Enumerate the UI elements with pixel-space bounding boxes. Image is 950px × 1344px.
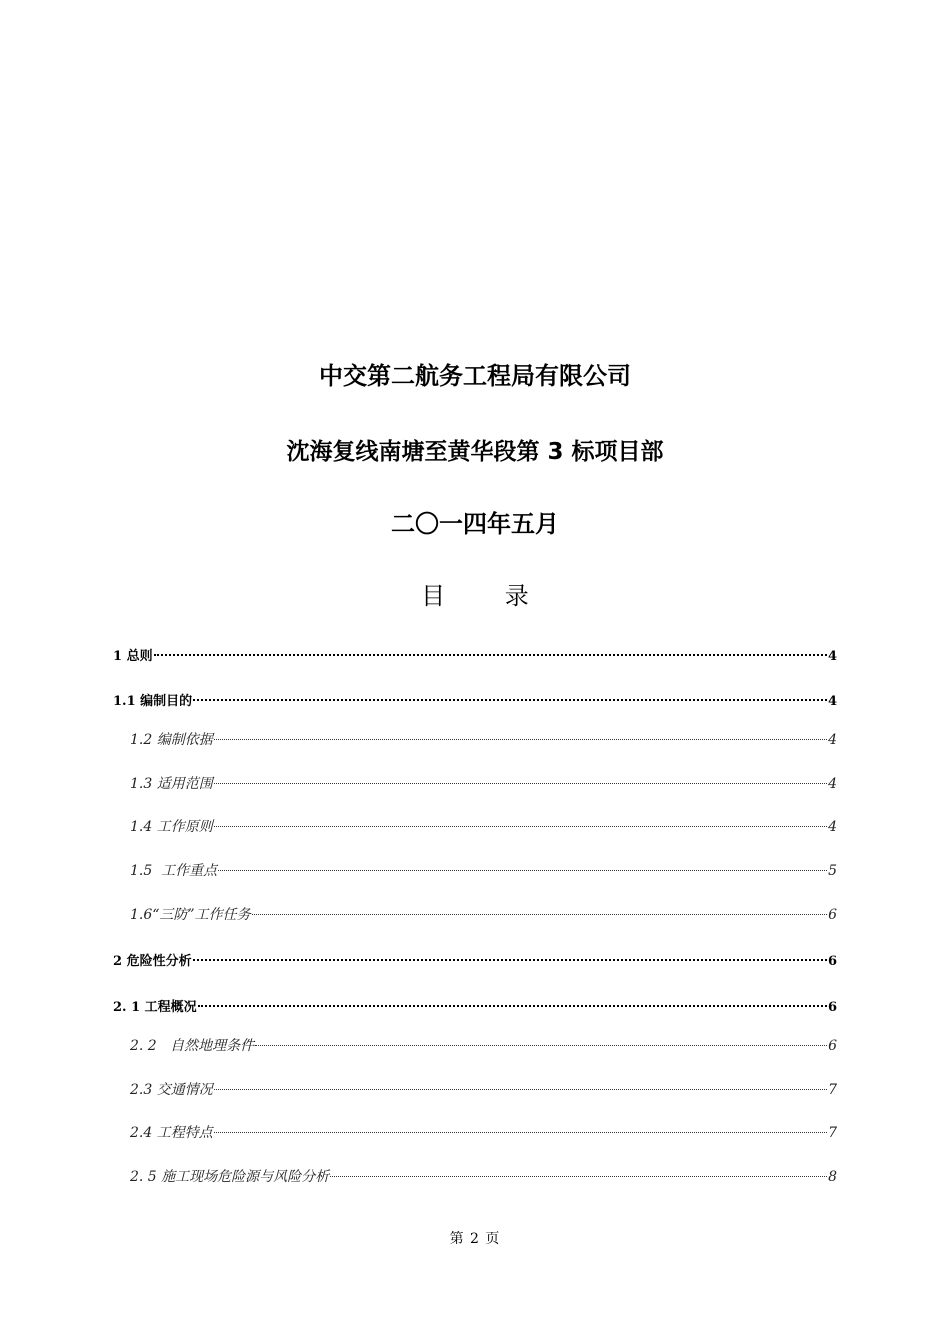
- toc-entry-1[interactable]: [113, 646, 837, 668]
- toc-entry-page: 4: [828, 776, 837, 792]
- toc-entry-1-2[interactable]: [130, 729, 837, 751]
- toc-entry-label: 2. 1 工程概况: [113, 1000, 197, 1015]
- toc-leader-dots: [154, 654, 827, 656]
- project-name: 沈海复线南塘至黄华段第 3 标项目部: [286, 439, 664, 465]
- toc-entry-label: 1.2 编制依据: [130, 732, 213, 748]
- toc-leader-dots: [214, 783, 827, 784]
- toc-entry-page: 8: [828, 1169, 837, 1185]
- page-number-footer: 第 2 页: [449, 1231, 501, 1247]
- toc-entry-2-3[interactable]: [130, 1079, 837, 1101]
- toc-entry-page: 7: [828, 1082, 837, 1098]
- toc-entry-label: 1.3 适用范围: [130, 776, 213, 792]
- toc-entry-label: 1.1 编制目的: [113, 694, 193, 709]
- toc-entry-1-1[interactable]: [113, 691, 837, 713]
- toc-title: 目 录: [421, 582, 555, 610]
- toc-entry-1-5[interactable]: [130, 860, 837, 882]
- toc-entry-label: 2.3 交通情况: [130, 1082, 213, 1098]
- toc-entry-label: 1.6“三防”工作任务: [130, 907, 251, 923]
- toc-entry-page: 4: [827, 694, 837, 709]
- toc-leader-dots: [214, 1132, 827, 1133]
- toc-entry-page: 4: [828, 819, 837, 835]
- toc-entry-1-3[interactable]: [130, 773, 837, 795]
- document-date: 二〇一四年五月: [391, 510, 559, 538]
- toc-entry-label: 1.5 工作重点: [130, 863, 218, 879]
- toc-entry-1-4[interactable]: [130, 816, 837, 838]
- toc-entry-2-4[interactable]: [130, 1122, 837, 1144]
- toc-entry-2-1[interactable]: [113, 997, 837, 1019]
- toc-entry-page: 6: [827, 954, 837, 969]
- toc-entry-2-5[interactable]: [130, 1166, 837, 1188]
- toc-entry-page: 6: [828, 1038, 837, 1054]
- toc-leader-dots: [214, 739, 827, 740]
- toc-entry-label: 2. 5 施工现场危险源与风险分析: [130, 1169, 330, 1185]
- toc-entry-2[interactable]: [113, 951, 837, 973]
- toc-entry-label: 2.4 工程特点: [130, 1125, 213, 1141]
- toc-entry-2-2[interactable]: [130, 1035, 837, 1057]
- toc-leader-dots: [198, 1005, 827, 1007]
- toc-entry-label: 2. 2 自然地理条件: [130, 1038, 255, 1054]
- toc-entry-page: 6: [828, 907, 837, 923]
- toc-leader-dots: [218, 870, 827, 871]
- toc-entry-label: 1 总则: [113, 649, 153, 664]
- toc-leader-dots: [252, 914, 827, 915]
- toc-entry-label: 2 危险性分析: [113, 954, 192, 969]
- toc-entry-label: 1.4 工作原则: [130, 819, 213, 835]
- toc-leader-dots: [255, 1045, 827, 1046]
- toc-entry-1-6[interactable]: [130, 904, 837, 926]
- toc-entry-page: 5: [828, 863, 837, 879]
- toc-entry-page: 4: [828, 732, 837, 748]
- toc-leader-dots: [214, 1089, 827, 1090]
- toc-leader-dots: [193, 959, 827, 961]
- toc-leader-dots: [330, 1176, 827, 1177]
- toc-entry-page: 6: [827, 1000, 837, 1015]
- company-name: 中交第二航务工程局有限公司: [319, 362, 631, 390]
- toc-entry-page: 4: [827, 649, 837, 664]
- toc-entry-page: 7: [828, 1125, 837, 1141]
- toc-leader-dots: [193, 699, 827, 701]
- toc-leader-dots: [214, 826, 827, 827]
